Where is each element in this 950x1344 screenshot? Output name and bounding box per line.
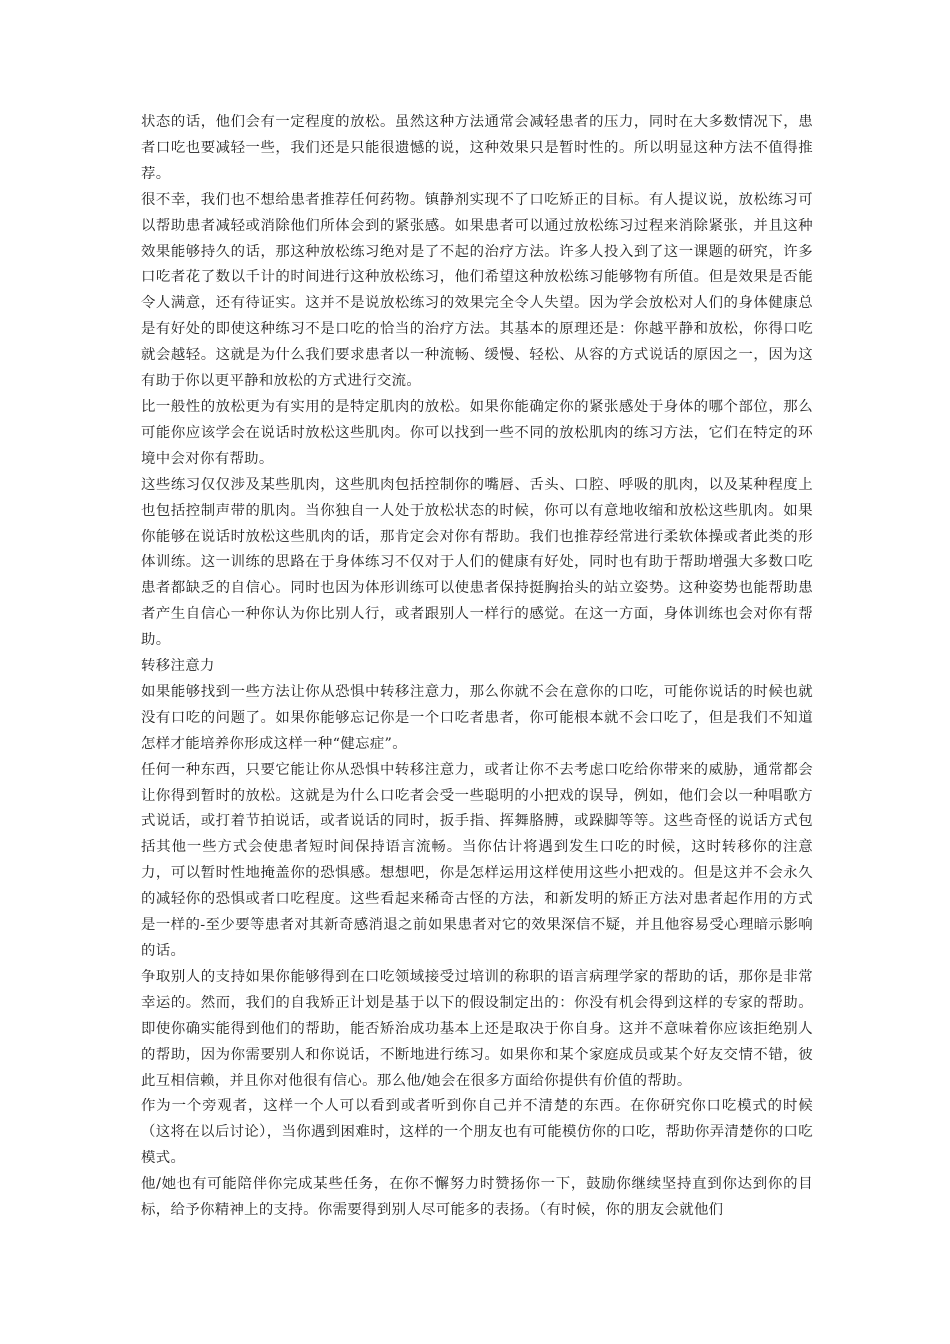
paragraph-2: 很不幸，我们也不想给患者推荐任何药物。镇静剂实现不了口吃矫正的目标。有人提议说，放松练习可以帮助患者减轻或消除他们所体会到的紧张感。如果患者可以通过放松练习过程来消除紧张，并且这种效果能够持久的话，那这种放松练习绝对是了不起的治疗方法。许多人投入到了这一课题的研究，许多口吃者花了数以千计的时间进行这种放松练习，他们希望这种放松练习能够物有所值。但是效果是否能令人满意，还有待证实。这并不是说放松练习的效果完全令人失望。因为学会放松对人们的身体健康总是有好处的即使这种练习不是口吃的恰当的治疗方法。其基本的原理还是：你越平静和放松，你得口吃就会越轻。这就是为什么我们要求患者以一种流畅、缓慢、轻松、从容的方式说话的原因之一，因为这有助于你以更平静和放松的方式进行交流。 bbox=[141, 191, 813, 390]
paragraph-8: 作为一个旁观者，这样一个人可以看到或者听到你自己并不清楚的东西。在你研究你口吃模式的时候（这将在以后讨论），当你遇到困难时，这样的一个朋友也有可能模仿你的口吃，帮助你弄清楚你的口吃模式。 bbox=[141, 1098, 813, 1167]
paragraph-5: 如果能够找到一些方法让你从恐惧中转移注意力，那么你就不会在意你的口吃，可能你说话的时候也就没有口吃的问题了。如果你能够忘记你是一个口吃者患者，你可能根本就不会口吃了，但是我们不知道怎样才能培养你形成这样一种“健忘症”。 bbox=[141, 683, 813, 752]
paragraph-1: 状态的话，他们会有一定程度的放松。虽然这种方法通常会减轻患者的压力，同时在大多数情况下，患者口吃也要减轻一些，我们还是只能很遗憾的说，这种效果只是暂时性的。所以明显这种方法不值得推荐。 bbox=[141, 114, 813, 182]
section-heading: 转移注意力 bbox=[141, 658, 215, 675]
paragraph-3: 比一般性的放松更为有实用的是特定肌肉的放松。如果你能确定你的紧张感处于身体的哪个部位，那么可能你应该学会在说话时放松这些肌肉。你可以找到一些不同的放松肌肉的练习方法，它们在特定的环境中会对你有帮助。 bbox=[141, 398, 813, 467]
document-page bbox=[141, 110, 813, 1224]
paragraph-7: 争取别人的支持如果你能够得到在口吃领域接受过培训的称职的语言病理学家的帮助的话，那你是非常幸运的。然而，我们的自我矫正计划是基于以下的假设制定出的：你没有机会得到这样的专家的帮助。即使你确实能得到他们的帮助，能否矫治成功基本上还是取决于你自身。这并不意味着你应该拒绝别人的帮助，因为你需要别人和你说话，不断地进行练习。如果你和某个家庭成员或某个好友交情不错，彼此互相信赖，并且你对他很有信心。那么他/她会在很多方面给你提供有价值的帮助。 bbox=[141, 968, 813, 1089]
paragraph-6: 任何一种东西，只要它能让你从恐惧中转移注意力，或者让你不去考虑口吃给你带来的威胁，通常都会让你得到暂时的放松。这就是为什么口吃者会受一些聪明的小把戏的误导，例如，他们会以一种唱歌方式说话，或打着节拍说话，或者说话的同时，扳手指、挥舞胳膊，或跺脚等等。这些奇怪的说话方式包括其他一些方式会使患者短时间保持语言流畅。当你估计将遇到发生口吃的时候，这时转移你的注意力，可以暂时性地掩盖你的恐惧感。想想吧，你是怎样运用这样使用这些小把戏的。但是这并不会永久的减轻你的恐惧或者口吃程度。这些看起来稀奇古怪的方法，和新发明的矫正方法对患者起作用的方式是一样的-至少要等患者对其新奇感消退之前如果患者对它的效果深信不疑，并且他容易受心理暗示影响的话。 bbox=[141, 761, 813, 959]
paragraph-9: 他/她也有可能陪伴你完成某些任务，在你不懈努力时赞扬你一下，鼓励你继续坚持直到你达到你的目标，给予你精神上的支持。你需要得到别人尽可能多的表扬。（有时候，你的朋友会就他们 bbox=[141, 1176, 813, 1219]
paragraph-4: 这些练习仅仅涉及某些肌肉，这些肌肉包括控制你的嘴唇、舌头、口腔、呼吸的肌肉，以及某种程度上也包括控制声带的肌肉。当你独自一人处于放松状态的时候，你可以有意地收缩和放松这些肌肉。如果你能够在说话时放松这些肌肉的话，那肯定会对你有帮助。我们也推荐经常进行柔软体操或者此类的形体训练。这一训练的思路在于身体练习不仅对于人们的健康有好处，同时也有助于帮助增强大多数口吃患者都缺乏的自信心。同时也因为体形训练可以使患者保持挺胸抬头的站立姿势。这种姿势也能帮助患者产生自信心一种你认为你比别人行，或者跟别人一样行的感觉。在这一方面，身体训练也会对你有帮助。 bbox=[141, 476, 813, 649]
